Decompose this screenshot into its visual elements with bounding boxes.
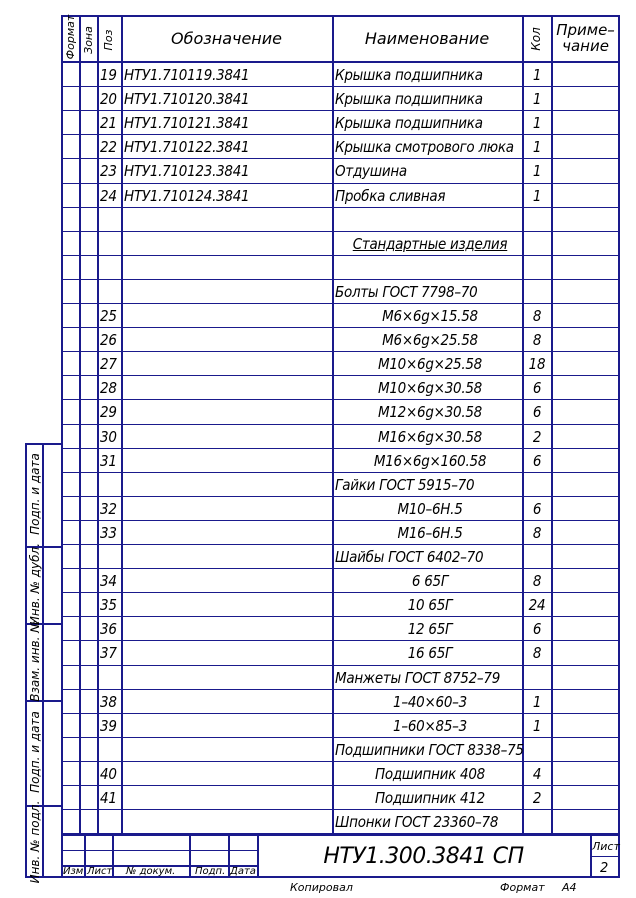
row-name: М6×6g×25.58	[382, 331, 478, 349]
row-qty: 6	[532, 620, 542, 638]
row-pos: 40	[100, 765, 117, 783]
row-qty: 8	[532, 572, 542, 590]
row-name: М16–6Н.5	[397, 524, 463, 542]
row-qty	[524, 738, 551, 762]
row-name: Крышка подшипника	[335, 114, 483, 132]
header-name: Наименование	[364, 29, 490, 48]
header-note-line1: Приме–	[556, 21, 615, 39]
footer-format-value: А4	[562, 881, 577, 894]
row-name: Шайбы ГОСТ 6402–70	[335, 548, 484, 566]
row-designation: НТУ1.710123.3841	[124, 162, 250, 180]
stamp-date: Дата	[230, 866, 256, 877]
row-name: Подшипники ГОСТ 8338–75	[335, 741, 524, 759]
row-pos: 20	[100, 90, 117, 108]
row-pos: 23	[100, 162, 117, 180]
side-label-sign-date-2: Подп. и дата	[28, 711, 42, 793]
row-pos: 31	[100, 452, 117, 470]
row-designation: НТУ1.710120.3841	[124, 90, 250, 108]
row-qty: 1	[532, 693, 542, 711]
row-designation: НТУ1.710121.3841	[124, 114, 250, 132]
row-qty: 8	[532, 524, 542, 542]
side-label-sign-date-1: Подп. и дата	[28, 453, 42, 535]
row-qty: 1	[532, 187, 542, 205]
stamp-sheet-no: 2	[600, 861, 609, 876]
header-qty: Кол	[529, 27, 543, 51]
header-designation: Обозначение	[170, 29, 283, 48]
row-qty: 6	[532, 500, 542, 518]
row-pos: 21	[100, 114, 117, 132]
row-name: Стандартные изделия	[352, 235, 508, 253]
side-label-orig-inv: Инв. № подл.	[28, 800, 42, 884]
row-qty	[524, 810, 551, 834]
row-qty: 1	[532, 717, 542, 735]
row-pos: 27	[100, 355, 117, 373]
row-qty: 1	[532, 138, 542, 156]
col-line-pos	[121, 15, 123, 835]
side-strip-divider	[42, 443, 44, 878]
row-name: 1–60×85–3	[393, 717, 467, 735]
row-qty: 8	[532, 307, 542, 325]
row-qty: 2	[532, 789, 542, 807]
row-pos: 37	[100, 644, 117, 662]
stamp-doc-no: № докум.	[126, 866, 176, 877]
row-name: Манжеты ГОСТ 8752–79	[335, 669, 501, 687]
row-name: М10×6g×25.58	[377, 355, 483, 373]
row-pos: 29	[100, 403, 117, 421]
header-note	[551, 22, 620, 54]
row-qty: 8	[532, 331, 542, 349]
row-pos: 33	[100, 524, 117, 542]
row-qty: 1	[532, 90, 542, 108]
row-pos: 22	[100, 138, 117, 156]
row-name: Отдушина	[335, 162, 407, 180]
row-name: 10 65Г	[407, 596, 453, 614]
stamp-sheet-label: Лист	[592, 840, 620, 853]
row-qty	[524, 208, 551, 232]
header-format: Формат	[64, 14, 77, 60]
row-qty: 18	[528, 355, 546, 373]
row-name: 12 65Г	[407, 620, 453, 638]
col-line-designation	[332, 15, 334, 835]
col-line-zone	[97, 15, 99, 835]
row-name: Подшипник 412	[374, 789, 485, 807]
row-qty: 6	[532, 379, 542, 397]
footer-format-label: Формат	[500, 881, 545, 894]
row-qty: 24	[528, 596, 546, 614]
row-name: М16×6g×30.58	[377, 428, 483, 446]
stamp-col	[84, 834, 86, 878]
stamp-izm: Изм	[63, 866, 84, 877]
row-qty: 6	[532, 452, 542, 470]
stamp-col	[189, 834, 191, 878]
row-qty: 1	[532, 114, 542, 132]
row-pos: 39	[100, 717, 117, 735]
col-line-qty	[551, 15, 553, 835]
row-pos: 25	[100, 307, 117, 325]
row-pos: 41	[100, 789, 117, 807]
row-qty: 2	[532, 428, 542, 446]
row-name: 6 65Г	[411, 572, 449, 590]
row-pos: 32	[100, 500, 117, 518]
row-pos: 30	[100, 428, 117, 446]
header-zone: Зона	[82, 26, 95, 54]
stamp-podp: Подп.	[195, 866, 226, 877]
row-qty: 1	[532, 66, 542, 84]
stamp-line	[590, 856, 620, 857]
row-pos: 35	[100, 596, 117, 614]
row-name: Гайки ГОСТ 5915–70	[335, 476, 475, 494]
row-designation: НТУ1.710124.3841	[124, 187, 250, 205]
row-pos: 24	[100, 187, 117, 205]
row-pos: 36	[100, 620, 117, 638]
footer-copied: Копировал	[290, 881, 353, 894]
row-pos: 34	[100, 572, 117, 590]
row-name: Пробка сливная	[335, 187, 446, 205]
stamp-designation: НТУ1.300.3841 СП	[323, 844, 524, 869]
col-line-format	[79, 15, 81, 835]
row-designation: НТУ1.710119.3841	[124, 66, 250, 84]
row-name: М10–6Н.5	[397, 500, 463, 518]
row-name: М6×6g×15.58	[382, 307, 478, 325]
row-name: 1–40×60–3	[393, 693, 467, 711]
row-qty: 8	[532, 644, 542, 662]
row-name: Крышка подшипника	[335, 90, 483, 108]
row-qty	[524, 256, 551, 280]
row-qty: 4	[532, 765, 542, 783]
row-name: 16 65Г	[407, 644, 453, 662]
row-qty: 6	[532, 403, 542, 421]
row-pos: 38	[100, 693, 117, 711]
row-pos: 26	[100, 331, 117, 349]
row-name: Шпонки ГОСТ 23360–78	[335, 813, 499, 831]
row-name: Крышка подшипника	[335, 66, 483, 84]
row-pos: 19	[100, 66, 117, 84]
stamp-top-line	[61, 834, 620, 836]
row-qty: 1	[532, 162, 542, 180]
row-name: Крышка смотрового люка	[335, 138, 514, 156]
row-qty	[524, 232, 551, 256]
row-name: Болты ГОСТ 7798–70	[335, 283, 478, 301]
row-name: М16×6g×160.58	[373, 452, 487, 470]
stamp-list: Лист	[87, 866, 113, 877]
row-qty	[524, 473, 551, 497]
row-qty	[524, 280, 551, 304]
row-name: Подшипник 408	[374, 765, 485, 783]
side-label-dup-inv: Инв. № дубл.	[28, 542, 42, 626]
row-name: М12×6g×30.58	[377, 403, 483, 421]
row-qty	[524, 545, 551, 569]
row-name: М10×6g×30.58	[377, 379, 483, 397]
row-pos: 28	[100, 379, 117, 397]
header-note-line2: чание	[562, 37, 609, 55]
side-label-replace-inv: Взам. инв. №	[28, 620, 42, 702]
header-pos: Поз	[102, 29, 115, 51]
row-designation: НТУ1.710122.3841	[124, 138, 250, 156]
row-qty	[524, 666, 551, 690]
